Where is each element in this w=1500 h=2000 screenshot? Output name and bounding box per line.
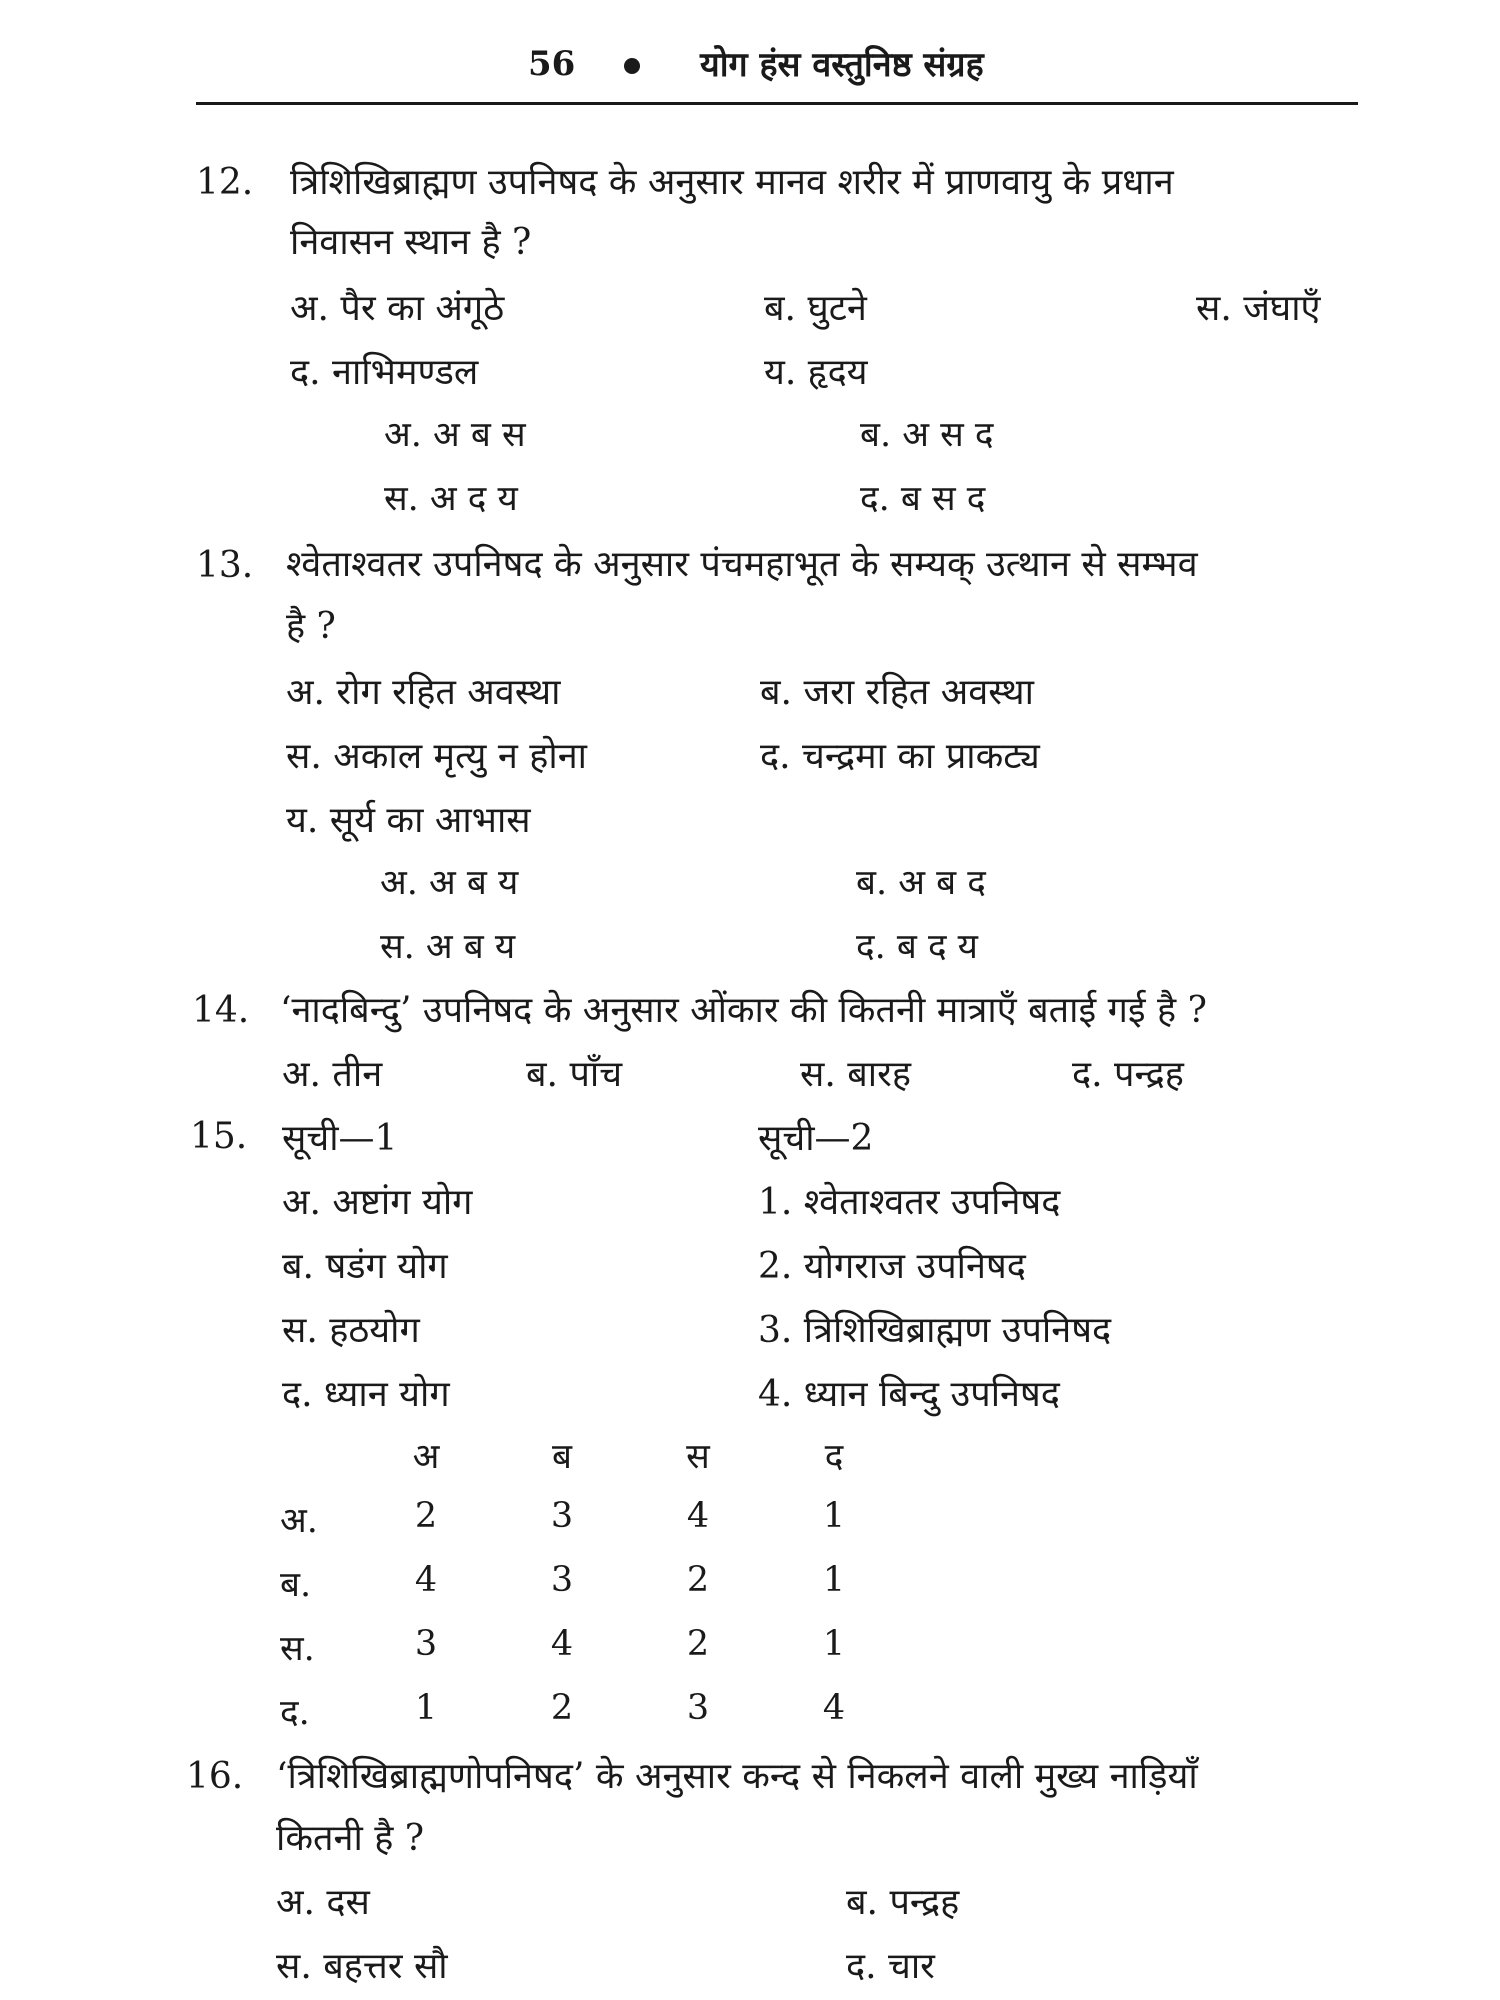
question-16-line-1: ‘त्रिशिखिब्राह्मणोपनिषद’ के अनुसार कन्द से निकलने वाली मुख्य नाड़ियाँ (276, 1756, 1198, 1797)
q12-option-e: य. हृदय (764, 352, 868, 393)
q15-table-cell: 4 (686, 1496, 710, 1536)
book-title: योग हंस वस्तुनिष्ठ संग्रह (700, 45, 984, 85)
q16-option-b: ब. पन्द्रह (846, 1882, 960, 1923)
q15-table-cell: 1 (414, 1688, 438, 1728)
q15-table-row-label: स. (280, 1629, 315, 1669)
q15-list1-item-d: द. ध्यान योग (282, 1374, 450, 1415)
question-13-line-2: है ? (286, 606, 336, 647)
q15-table-row-label: अ. (280, 1501, 318, 1541)
q14-option-d: द. पन्द्रह (1072, 1054, 1184, 1095)
q15-list1-item-b: ब. षडंग योग (282, 1246, 448, 1287)
q15-table-cell: 3 (414, 1624, 438, 1664)
question-13-line-1: श्वेताश्वतर उपनिषद के अनुसार पंचमहाभूत के सम्यक् उत्थान से सम्भव (286, 544, 1198, 585)
q15-list2-item-2: 2. योगराज उपनिषद (758, 1246, 1026, 1287)
q16-option-d: द. चार (846, 1946, 935, 1987)
question-16-line-2: कितनी है ? (276, 1818, 425, 1859)
q14-option-b: ब. पाँच (526, 1054, 623, 1095)
q15-table-cell: 1 (822, 1560, 846, 1600)
q12-answer-c: स. अ द य (384, 479, 518, 519)
q15-table-cell: 3 (686, 1688, 710, 1728)
q13-answer-d: द. ब द य (856, 927, 978, 967)
q15-table-cell: 4 (550, 1624, 574, 1664)
q15-table-cell: 2 (550, 1688, 574, 1728)
q15-table-cell: 1 (822, 1624, 846, 1664)
question-12-line-2: निवासन स्थान है ? (290, 222, 532, 263)
question-14-line-1: ‘नादबिन्दु’ उपनिषद के अनुसार ओंकार की कितनी मात्राएँ बताई गई है ? (280, 990, 1207, 1031)
q15-table-header: ब (552, 1437, 572, 1477)
header-divider (196, 102, 1358, 105)
q15-list1-title: सूची—1 (282, 1118, 398, 1159)
q15-table-cell: 4 (414, 1560, 438, 1600)
q13-option-d: द. चन्द्रमा का प्राकट्य (760, 736, 1040, 777)
q12-option-c: स. जंघाएँ (1196, 288, 1321, 329)
q13-option-b: ब. जरा रहित अवस्था (760, 672, 1034, 713)
question-12-number: 12. (196, 162, 254, 203)
q13-answer-b: ब. अ ब द (856, 863, 986, 903)
q15-table-cell: 3 (550, 1496, 574, 1536)
q15-list2-item-3: 3. त्रिशिखिब्राह्मण उपनिषद (758, 1310, 1112, 1351)
q13-option-a: अ. रोग रहित अवस्था (286, 672, 561, 713)
q15-table-cell: 1 (822, 1496, 846, 1536)
q13-option-e: य. सूर्य का आभास (286, 800, 531, 841)
q15-list1-item-c: स. हठयोग (282, 1310, 420, 1351)
q13-option-c: स. अकाल मृत्यु न होना (286, 736, 588, 777)
q15-table-cell: 2 (414, 1496, 438, 1536)
question-15-number: 15. (190, 1116, 248, 1157)
question-16-number: 16. (186, 1756, 244, 1797)
q15-table-header: द (824, 1437, 844, 1477)
q15-table-cell: 4 (822, 1688, 846, 1728)
q15-table-row-label: ब. (280, 1565, 312, 1605)
q14-option-a: अ. तीन (282, 1054, 383, 1095)
question-13-number: 13. (196, 545, 254, 586)
header-bullet-icon (624, 58, 640, 74)
q15-list1-item-a: अ. अष्टांग योग (282, 1182, 473, 1223)
q12-answer-a: अ. अ ब स (384, 415, 526, 455)
q14-option-c: स. बारह (800, 1054, 911, 1095)
question-12-line-1: त्रिशिखिब्राह्मण उपनिषद के अनुसार मानव शरीर में प्राणवायु के प्रधान (290, 162, 1174, 203)
q12-option-d: द. नाभिमण्डल (290, 352, 479, 393)
q13-answer-c: स. अ ब य (380, 927, 516, 967)
q15-table-row-label: द. (280, 1693, 310, 1733)
q15-table-header: स (686, 1437, 710, 1477)
q15-list2-item-1: 1. श्वेताश्वतर उपनिषद (758, 1182, 1061, 1223)
q12-answer-d: द. ब स द (860, 479, 986, 519)
q16-option-a: अ. दस (276, 1882, 370, 1923)
q13-answer-a: अ. अ ब य (380, 863, 519, 903)
q15-table-cell: 3 (550, 1560, 574, 1600)
q15-list2-title: सूची—2 (758, 1118, 874, 1159)
question-14-number: 14. (192, 990, 250, 1031)
q12-answer-b: ब. अ स द (860, 415, 994, 455)
q16-option-c: स. बहत्तर सौ (276, 1946, 448, 1987)
q12-option-b: ब. घुटने (764, 288, 867, 329)
q15-table-cell: 2 (686, 1560, 710, 1600)
page-number: 56 (528, 44, 576, 84)
q12-option-a: अ. पैर का अंगूठे (290, 288, 505, 329)
q15-list2-item-4: 4. ध्यान बिन्दु उपनिषद (758, 1374, 1060, 1415)
q15-table-header: अ (412, 1437, 440, 1477)
q15-table-cell: 2 (686, 1624, 710, 1664)
